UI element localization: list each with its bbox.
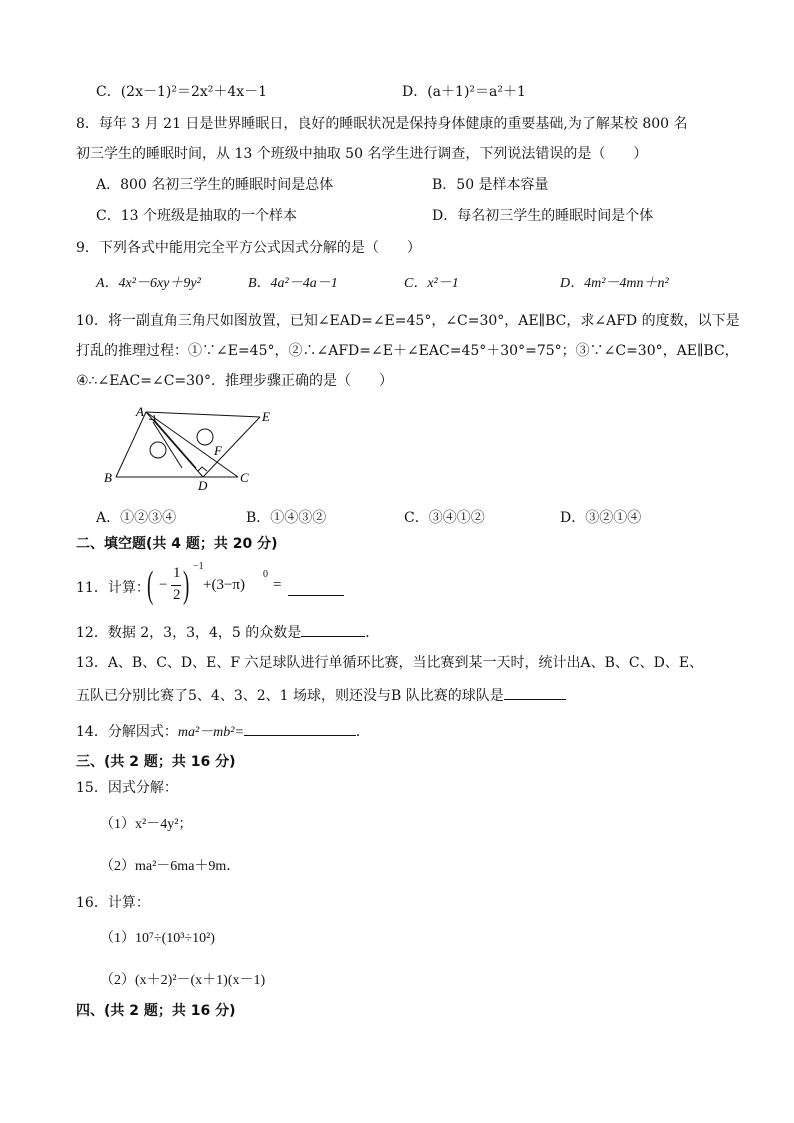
- figure-line-ae: [146, 412, 260, 417]
- q14-stem: [76, 721, 370, 743]
- figure-label-c: C: [240, 470, 249, 485]
- figure-line-de: [203, 417, 260, 477]
- right-angle-mark-d: [198, 467, 207, 471]
- figure-label-a: A: [136, 404, 144, 419]
- q11-exponent-1: −1: [193, 561, 204, 572]
- q12-end: ．: [365, 625, 380, 641]
- section-3-heading: 三、(共 2 题；共 16 分): [76, 754, 236, 770]
- q15-stem: 15．因式分解：: [76, 780, 178, 796]
- q11-left-paren: (: [147, 564, 154, 606]
- q9-stem: 9．下列各式中能用完全平方公式因式分解的是（ ）: [76, 240, 421, 256]
- q13-text: 五队已分别比赛了5、4、3、2、1 场球，则还没与B 队比赛的球队是: [76, 688, 504, 704]
- figure-label-b: B: [104, 470, 112, 485]
- q8-option-a: A．800 名初三学生的睡眠时间是总体: [96, 177, 334, 193]
- q9-option-c: C．x²－1: [404, 276, 459, 291]
- q10-option-c: C．③④①②: [404, 510, 485, 526]
- q11-equals: =: [273, 577, 282, 593]
- q10-option-d: D．③②①④: [560, 510, 642, 526]
- q11-prefix: 11．计算：: [76, 580, 150, 596]
- q9-option-b: B．4a²－4a－1: [248, 276, 338, 291]
- figure-label-f: F: [214, 443, 222, 458]
- q14-end: ．: [355, 724, 370, 740]
- q10-stem-line3: ④∴∠EAC=∠C=30°．推理步骤正确的是（ ）: [76, 373, 393, 389]
- q8-option-c: C．13 个班级是抽取的一个样本: [96, 208, 297, 224]
- q11-exponent-0: 0: [263, 569, 268, 580]
- q15-part-2: （2）ma²－6ma＋9m．: [100, 859, 241, 874]
- q15-part-1: （1）x²－4y²；: [100, 817, 193, 832]
- q10-triangle-figure: [98, 400, 288, 492]
- q12-stem: [76, 622, 379, 643]
- q12-answer-blank: [301, 622, 365, 637]
- q9-option-a: A．4x²－6xy＋9y²: [96, 276, 201, 291]
- q10-stem-line2: 打乱的推理过程：①∵∠E=45°，②∴∠AFD=∠E＋∠EAC=45°＋30°=75°；③∵∠C=30°，AE∥BC，: [76, 343, 739, 359]
- q14-expression: ma²－mb²=: [177, 725, 244, 740]
- figure-line-ab: [116, 412, 146, 477]
- figure-hole-right: [197, 429, 213, 445]
- figure-inner-line-2: [153, 422, 182, 468]
- q11-rest: +(3−π): [203, 577, 245, 593]
- q16-stem: 16．计算：: [76, 895, 150, 911]
- q13-stem-line1: 13．A、B、C、D、E、F 六足球队进行单循环比赛，当比赛到某一天时，统计出A、B、C、D、E、: [76, 655, 704, 671]
- q11-minus: −: [159, 577, 168, 593]
- q11-fraction-bar: [171, 585, 181, 586]
- q11-fraction-denominator: 2: [173, 587, 181, 603]
- q9-option-d: D．4m²－4mn＋n²: [560, 276, 669, 291]
- figure-line-ac: [146, 412, 238, 477]
- q10-option-a: A．①②③④: [96, 510, 177, 526]
- q11-answer-blank: [288, 581, 344, 596]
- q16-part-1: （1）10⁷÷(10³÷10²): [100, 931, 215, 946]
- figure-hole-left: [150, 442, 166, 458]
- q12-text: 12．数据 2，3，3，4，5 的众数是: [76, 625, 302, 641]
- q14-prefix: 14．分解因式：: [76, 724, 178, 740]
- q8-option-d: D．每名初三学生的睡眠时间是个体: [432, 208, 654, 224]
- q13-stem-line2: [76, 685, 566, 706]
- section-4-heading: 四、(共 2 题；共 16 分): [76, 1003, 236, 1019]
- q11-fraction-numerator: 1: [173, 565, 181, 581]
- q14-answer-blank: [244, 721, 356, 736]
- q7-option-c: C．(2x－1)²＝2x²＋4x－1: [96, 84, 268, 100]
- figure-inner-line-1: [154, 420, 196, 468]
- q16-part-2: （2）(x＋2)²－(x＋1)(x－1): [100, 973, 266, 988]
- q11-right-paren: ): [183, 564, 190, 606]
- q8-stem-line2: 初三学生的睡眠时间，从 13 个班级中抽取 50 名学生进行调查，下列说法错误的是（ ）: [76, 146, 648, 162]
- q7-option-d: D．(a＋1)²＝a²＋1: [402, 84, 526, 100]
- q8-option-b: B．50 是样本容量: [432, 177, 549, 193]
- q8-stem-line1: 8．每年 3 月 21 日是世界睡眠日，良好的睡眠状况是保持身体健康的重要基础,为了解某校 800 名: [76, 116, 688, 132]
- q10-stem-line1: 10．将一副直角三角尺如图放置，已知∠EAD=∠E=45°，∠C=30°，AE∥BC，求∠AFD 的度数，以下是: [76, 313, 740, 329]
- q10-option-b: B．①④③②: [246, 510, 327, 526]
- figure-line-ad: [146, 412, 203, 477]
- figure-label-d: D: [198, 478, 208, 492]
- figure-label-e: E: [262, 409, 270, 424]
- q13-answer-blank: [504, 685, 566, 700]
- section-2-heading: 二、填空题(共 4 题；共 20 分): [76, 536, 278, 552]
